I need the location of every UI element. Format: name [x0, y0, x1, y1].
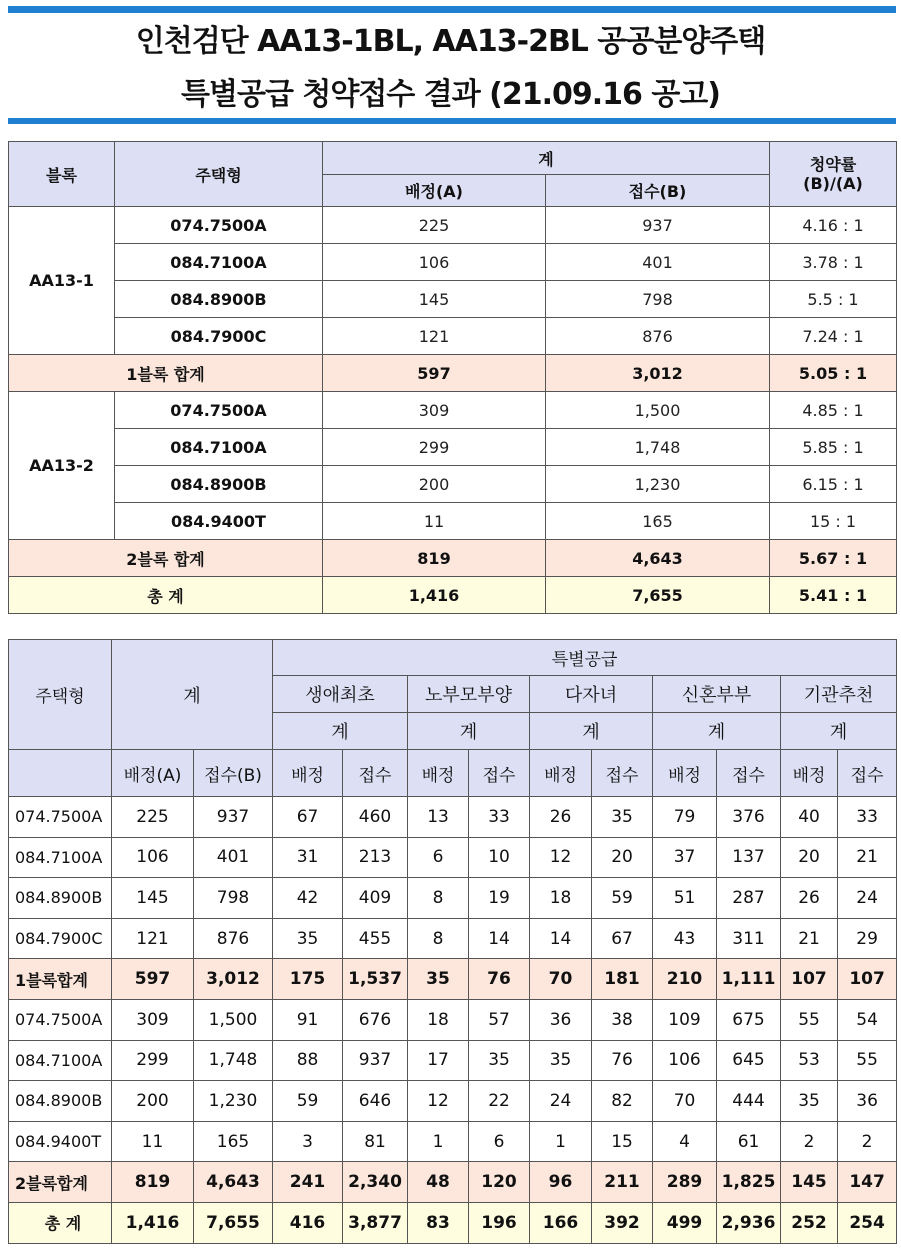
value-cell: 48 — [408, 1162, 469, 1203]
value-cell: 14 — [530, 918, 592, 959]
value-cell: 36 — [838, 1081, 897, 1122]
type-cell: 084.8900B — [9, 1081, 112, 1122]
value-cell: 37 — [653, 837, 717, 878]
value-cell: 61 — [717, 1121, 781, 1162]
page-title-line2: 특별공급 청약접수 결과 (21.09.16 공고) — [181, 77, 720, 112]
value-cell: 29 — [838, 918, 897, 959]
value-cell: 4,643 — [194, 1162, 273, 1203]
type-cell: 084.7900C — [9, 918, 112, 959]
subtotal-row — [9, 540, 897, 577]
value-cell: 137 — [717, 837, 781, 878]
value-cell: 165 — [194, 1121, 273, 1162]
value-cell: 646 — [343, 1081, 408, 1122]
table-row — [9, 797, 897, 838]
value-cell: 15 — [592, 1121, 653, 1162]
header-received: 접수 — [592, 750, 653, 797]
value-cell: 24 — [530, 1081, 592, 1122]
title-underline-bar — [8, 118, 896, 124]
type-cell: 074.7500A — [9, 999, 112, 1040]
value-cell: 819 — [112, 1162, 194, 1203]
category-subtotal-header: 계 — [530, 713, 653, 750]
type-cell: 084.9400T — [115, 503, 323, 540]
header-ratio — [770, 142, 897, 207]
header-ratio-line1: 청약률 — [809, 155, 857, 174]
subtotal-received: 3,012 — [546, 355, 770, 392]
value-cell: 11 — [112, 1121, 194, 1162]
value-cell: 33 — [469, 797, 530, 838]
value-cell: 18 — [408, 999, 469, 1040]
type-cell: 1블록합계 — [9, 959, 112, 1000]
value-cell: 2,340 — [343, 1162, 408, 1203]
header-alloc: 배정 — [653, 750, 717, 797]
table-row — [9, 1040, 897, 1081]
received-cell: 401 — [546, 244, 770, 281]
type-cell: 084.7100A — [9, 837, 112, 878]
value-cell: 289 — [653, 1162, 717, 1203]
value-cell: 145 — [112, 878, 194, 919]
value-cell: 460 — [343, 797, 408, 838]
ratio-cell: 5.5 : 1 — [770, 281, 897, 318]
value-cell: 82 — [592, 1081, 653, 1122]
table-row — [9, 281, 897, 318]
value-cell: 6 — [469, 1121, 530, 1162]
value-cell: 107 — [781, 959, 838, 1000]
value-cell: 145 — [781, 1162, 838, 1203]
subtotal-row — [9, 959, 897, 1000]
value-cell: 937 — [194, 797, 273, 838]
ratio-cell: 6.15 : 1 — [770, 466, 897, 503]
value-cell: 213 — [343, 837, 408, 878]
value-cell: 120 — [469, 1162, 530, 1203]
value-cell: 91 — [273, 999, 343, 1040]
value-cell: 241 — [273, 1162, 343, 1203]
total-ratio: 5.41 : 1 — [770, 577, 897, 614]
value-cell: 96 — [530, 1162, 592, 1203]
value-cell: 597 — [112, 959, 194, 1000]
value-cell: 35 — [273, 918, 343, 959]
subtotal-label: 2블록 합계 — [9, 540, 323, 577]
value-cell: 24 — [838, 878, 897, 919]
value-cell: 444 — [717, 1081, 781, 1122]
value-cell: 499 — [653, 1202, 717, 1243]
value-cell: 175 — [273, 959, 343, 1000]
value-cell: 21 — [781, 918, 838, 959]
detail-header-special: 특별공급 — [273, 640, 897, 676]
header-received: 접수 — [469, 750, 530, 797]
type-cell: 084.8900B — [115, 281, 323, 318]
value-cell: 416 — [273, 1202, 343, 1243]
value-cell: 121 — [112, 918, 194, 959]
value-cell: 70 — [530, 959, 592, 1000]
value-cell: 12 — [530, 837, 592, 878]
block-cell: AA13-1 — [9, 207, 115, 355]
type-cell: 084.9400T — [9, 1121, 112, 1162]
header-received-b: 접수(B) — [194, 750, 273, 797]
received-cell: 1,500 — [546, 392, 770, 429]
type-cell: 074.7500A — [9, 797, 112, 838]
value-cell: 59 — [273, 1081, 343, 1122]
value-cell: 106 — [653, 1040, 717, 1081]
top-accent-bar — [8, 6, 896, 13]
value-cell: 1,537 — [343, 959, 408, 1000]
value-cell: 8 — [408, 878, 469, 919]
received-cell: 876 — [546, 318, 770, 355]
value-cell: 70 — [653, 1081, 717, 1122]
value-cell: 1,111 — [717, 959, 781, 1000]
value-cell: 287 — [717, 878, 781, 919]
header-alloc: 배정 — [781, 750, 838, 797]
type-cell: 084.8900B — [115, 466, 323, 503]
value-cell: 10 — [469, 837, 530, 878]
value-cell: 22 — [469, 1081, 530, 1122]
table-row — [9, 999, 897, 1040]
value-cell: 14 — [469, 918, 530, 959]
header-received: 접수 — [838, 750, 897, 797]
total-alloc: 1,416 — [323, 577, 546, 614]
table-row — [9, 392, 897, 429]
value-cell: 225 — [112, 797, 194, 838]
category-subtotal-header: 계 — [273, 713, 408, 750]
table-row — [9, 318, 897, 355]
value-cell: 54 — [838, 999, 897, 1040]
value-cell: 1,825 — [717, 1162, 781, 1203]
subtotal-row — [9, 1162, 897, 1203]
value-cell: 51 — [653, 878, 717, 919]
alloc-cell: 299 — [323, 429, 546, 466]
value-cell: 252 — [781, 1202, 838, 1243]
value-cell: 675 — [717, 999, 781, 1040]
ratio-cell: 3.78 : 1 — [770, 244, 897, 281]
table-row — [9, 878, 897, 919]
category-newlywed: 신혼부부 — [653, 676, 781, 713]
value-cell: 33 — [838, 797, 897, 838]
received-cell: 798 — [546, 281, 770, 318]
value-cell: 40 — [781, 797, 838, 838]
value-cell: 55 — [838, 1040, 897, 1081]
table-row — [9, 918, 897, 959]
value-cell: 1,500 — [194, 999, 273, 1040]
value-cell: 107 — [838, 959, 897, 1000]
header-alloc: 배정 — [530, 750, 592, 797]
subtotal-row — [9, 355, 897, 392]
value-cell: 299 — [112, 1040, 194, 1081]
detail-header-type-blank — [9, 750, 112, 797]
detail-table — [8, 639, 897, 1244]
value-cell: 88 — [273, 1040, 343, 1081]
value-cell: 76 — [469, 959, 530, 1000]
value-cell: 876 — [194, 918, 273, 959]
ratio-cell: 4.85 : 1 — [770, 392, 897, 429]
subtotal-label: 1블록 합계 — [9, 355, 323, 392]
value-cell: 2 — [838, 1121, 897, 1162]
table-row — [9, 207, 897, 244]
table-row — [9, 503, 897, 540]
category-multi-child: 다자녀 — [530, 676, 653, 713]
value-cell: 254 — [838, 1202, 897, 1243]
value-cell: 43 — [653, 918, 717, 959]
value-cell: 401 — [194, 837, 273, 878]
grand-total-row — [9, 577, 897, 614]
ratio-cell: 4.16 : 1 — [770, 207, 897, 244]
value-cell: 19 — [469, 878, 530, 919]
value-cell: 35 — [408, 959, 469, 1000]
value-cell: 42 — [273, 878, 343, 919]
category-parent-support: 노부모부양 — [408, 676, 530, 713]
value-cell: 106 — [112, 837, 194, 878]
value-cell: 12 — [408, 1081, 469, 1122]
value-cell: 376 — [717, 797, 781, 838]
ratio-cell: 15 : 1 — [770, 503, 897, 540]
table-row — [9, 244, 897, 281]
value-cell: 38 — [592, 999, 653, 1040]
subtotal-ratio: 5.67 : 1 — [770, 540, 897, 577]
value-cell: 1,748 — [194, 1040, 273, 1081]
category-institution: 기관추천 — [781, 676, 897, 713]
value-cell: 17 — [408, 1040, 469, 1081]
alloc-cell: 145 — [323, 281, 546, 318]
value-cell: 35 — [592, 797, 653, 838]
alloc-cell: 121 — [323, 318, 546, 355]
table-row — [9, 837, 897, 878]
value-cell: 409 — [343, 878, 408, 919]
value-cell: 20 — [781, 837, 838, 878]
header-alloc: 배정 — [273, 750, 343, 797]
header-block: 블록 — [9, 142, 115, 207]
value-cell: 31 — [273, 837, 343, 878]
alloc-cell: 200 — [323, 466, 546, 503]
header-total: 계 — [323, 142, 770, 175]
header-alloc: 배정 — [408, 750, 469, 797]
ratio-cell: 5.85 : 1 — [770, 429, 897, 466]
detail-body — [9, 797, 897, 1244]
ratio-cell: 7.24 : 1 — [770, 318, 897, 355]
value-cell: 2 — [781, 1121, 838, 1162]
value-cell: 18 — [530, 878, 592, 919]
total-label: 총 계 — [9, 577, 323, 614]
table-row — [9, 429, 897, 466]
value-cell: 35 — [781, 1081, 838, 1122]
alloc-cell: 309 — [323, 392, 546, 429]
value-cell: 36 — [530, 999, 592, 1040]
value-cell: 2,936 — [717, 1202, 781, 1243]
grand-total-row — [9, 1202, 897, 1243]
received-cell: 1,230 — [546, 466, 770, 503]
category-first-home: 생애최초 — [273, 676, 408, 713]
value-cell: 211 — [592, 1162, 653, 1203]
received-cell: 165 — [546, 503, 770, 540]
table-row — [9, 466, 897, 503]
header-received: 접수(B) — [546, 175, 770, 207]
subtotal-alloc: 597 — [323, 355, 546, 392]
type-cell: 084.7100A — [9, 1040, 112, 1081]
header-received: 접수 — [717, 750, 781, 797]
value-cell: 76 — [592, 1040, 653, 1081]
value-cell: 13 — [408, 797, 469, 838]
value-cell: 1 — [530, 1121, 592, 1162]
received-cell: 937 — [546, 207, 770, 244]
alloc-cell: 225 — [323, 207, 546, 244]
header-type: 주택형 — [115, 142, 323, 207]
value-cell: 210 — [653, 959, 717, 1000]
value-cell: 147 — [838, 1162, 897, 1203]
type-cell: 084.7100A — [115, 244, 323, 281]
value-cell: 4 — [653, 1121, 717, 1162]
category-subtotal-header: 계 — [781, 713, 897, 750]
value-cell: 676 — [343, 999, 408, 1040]
subtotal-ratio: 5.05 : 1 — [770, 355, 897, 392]
value-cell: 57 — [469, 999, 530, 1040]
value-cell: 26 — [530, 797, 592, 838]
value-cell: 59 — [592, 878, 653, 919]
value-cell: 798 — [194, 878, 273, 919]
value-cell: 20 — [592, 837, 653, 878]
type-cell: 084.7900C — [115, 318, 323, 355]
category-subtotal-header: 계 — [408, 713, 530, 750]
table-row — [9, 1081, 897, 1122]
value-cell: 83 — [408, 1202, 469, 1243]
value-cell: 3,877 — [343, 1202, 408, 1243]
subtotal-received: 4,643 — [546, 540, 770, 577]
subtotal-alloc: 819 — [323, 540, 546, 577]
value-cell: 3,012 — [194, 959, 273, 1000]
total-received: 7,655 — [546, 577, 770, 614]
value-cell: 53 — [781, 1040, 838, 1081]
header-alloc-a: 배정(A) — [112, 750, 194, 797]
value-cell: 937 — [343, 1040, 408, 1081]
value-cell: 26 — [781, 878, 838, 919]
page-title-line1: 인천검단 AA13-1BL, AA13-2BL 공공분양주택 — [135, 24, 766, 59]
header-received: 접수 — [343, 750, 408, 797]
value-cell: 455 — [343, 918, 408, 959]
value-cell: 181 — [592, 959, 653, 1000]
category-subtotal-header: 계 — [653, 713, 781, 750]
type-cell: 084.7100A — [115, 429, 323, 466]
value-cell: 1 — [408, 1121, 469, 1162]
value-cell: 200 — [112, 1081, 194, 1122]
value-cell: 1,416 — [112, 1202, 194, 1243]
value-cell: 6 — [408, 837, 469, 878]
alloc-cell: 11 — [323, 503, 546, 540]
value-cell: 67 — [273, 797, 343, 838]
block-cell: AA13-2 — [9, 392, 115, 540]
value-cell: 109 — [653, 999, 717, 1040]
value-cell: 309 — [112, 999, 194, 1040]
type-cell: 074.7500A — [115, 207, 323, 244]
value-cell: 196 — [469, 1202, 530, 1243]
value-cell: 166 — [530, 1202, 592, 1243]
value-cell: 645 — [717, 1040, 781, 1081]
type-cell: 2블록합계 — [9, 1162, 112, 1203]
value-cell: 21 — [838, 837, 897, 878]
type-cell: 총 계 — [9, 1202, 112, 1243]
value-cell: 392 — [592, 1202, 653, 1243]
value-cell: 35 — [469, 1040, 530, 1081]
value-cell: 81 — [343, 1121, 408, 1162]
value-cell: 311 — [717, 918, 781, 959]
value-cell: 79 — [653, 797, 717, 838]
detail-header-type: 주택형 — [9, 640, 112, 750]
header-alloc: 배정(A) — [323, 175, 546, 207]
value-cell: 67 — [592, 918, 653, 959]
value-cell: 8 — [408, 918, 469, 959]
type-cell: 084.8900B — [9, 878, 112, 919]
value-cell: 35 — [530, 1040, 592, 1081]
alloc-cell: 106 — [323, 244, 546, 281]
received-cell: 1,748 — [546, 429, 770, 466]
value-cell: 7,655 — [194, 1202, 273, 1243]
summary-table — [8, 141, 897, 614]
type-cell: 074.7500A — [115, 392, 323, 429]
value-cell: 3 — [273, 1121, 343, 1162]
header-ratio-line2: (B)/(A) — [803, 174, 863, 193]
value-cell: 55 — [781, 999, 838, 1040]
detail-header-total: 계 — [112, 640, 273, 750]
value-cell: 1,230 — [194, 1081, 273, 1122]
table-row — [9, 1121, 897, 1162]
